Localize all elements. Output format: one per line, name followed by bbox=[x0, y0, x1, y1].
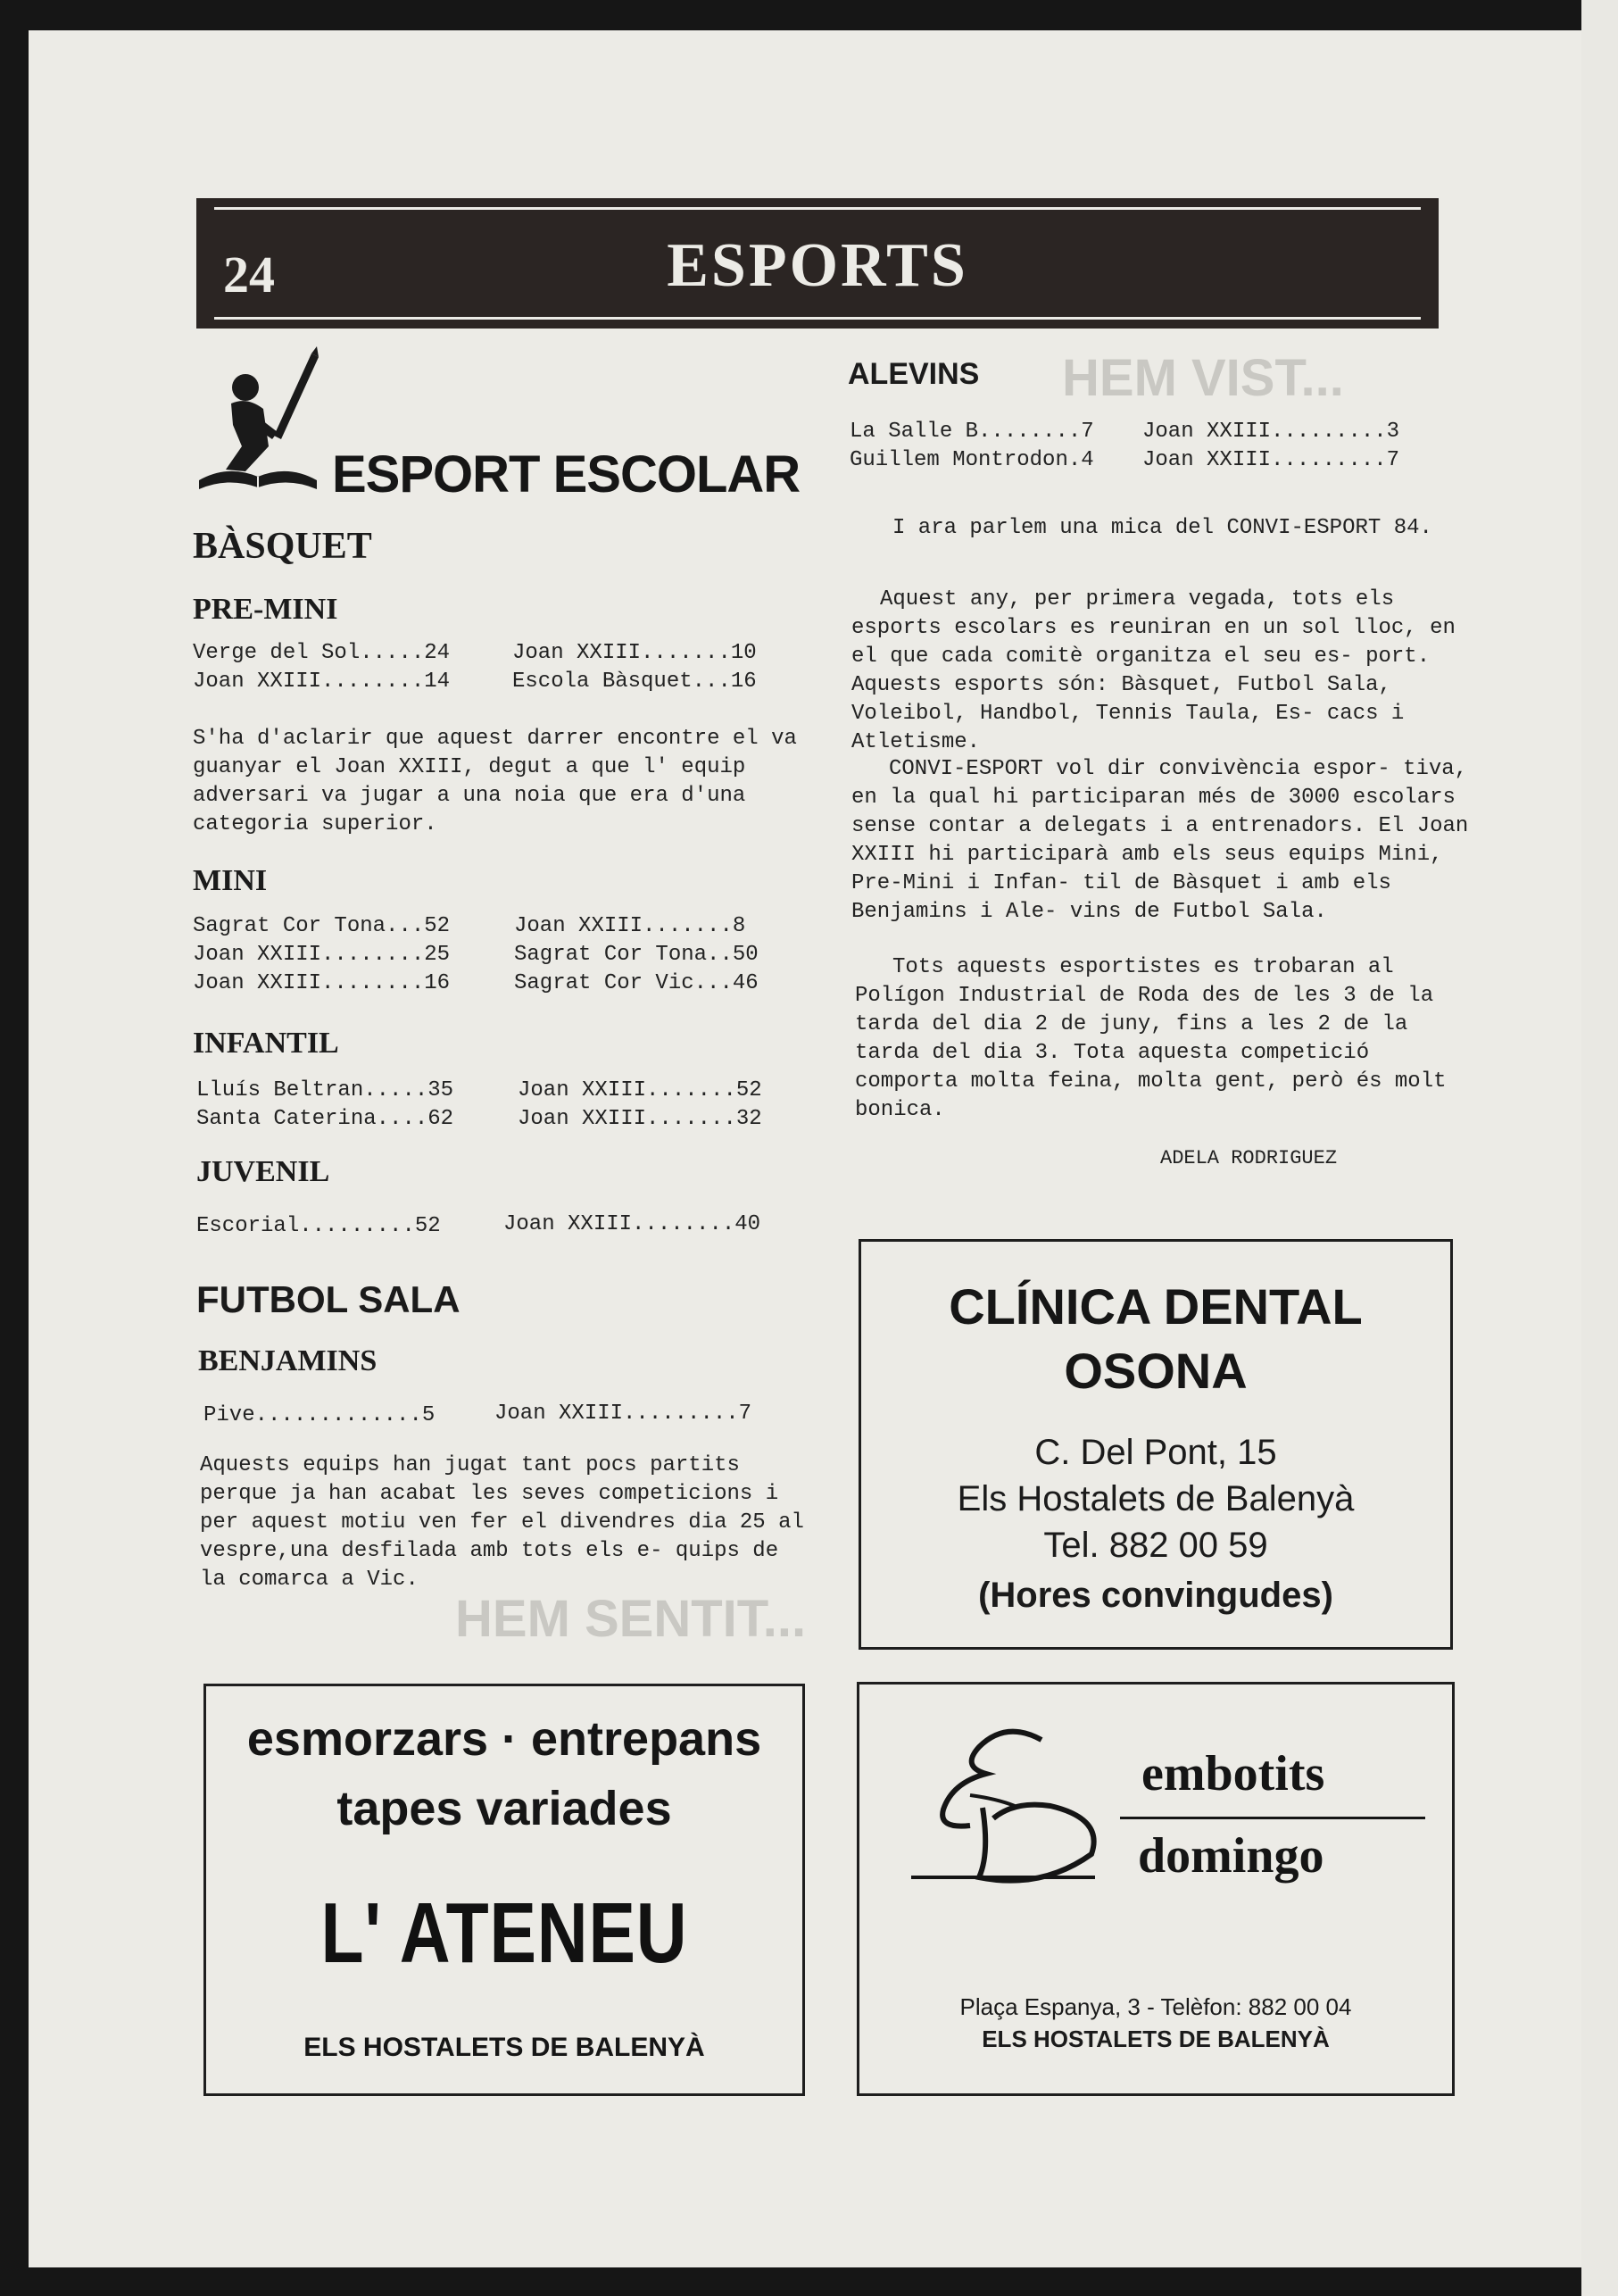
juvenil-heading: JUVENIL bbox=[196, 1155, 330, 1188]
premini-score-home-1: Verge del Sol.....24 bbox=[193, 641, 451, 665]
alevins-score-home-2: Guillem Montrodon.4 bbox=[850, 448, 1094, 472]
embotits-word1: embotits bbox=[1141, 1746, 1325, 1801]
alevins-heading: ALEVINS bbox=[848, 357, 980, 391]
embotits-domingo-ad bbox=[857, 1682, 1455, 2096]
section-title: ESPORTS bbox=[667, 231, 968, 300]
clinica-town: Els Hostalets de Balenyà bbox=[957, 1479, 1355, 1518]
ateneu-line2: tapes variades bbox=[336, 1782, 672, 1835]
benjamins-heading: BENJAMINS bbox=[198, 1344, 378, 1377]
alevins-score-away-2: Joan XXIII.........7 bbox=[1142, 448, 1400, 472]
premini-score-away-1: Joan XXIII.......10 bbox=[512, 641, 757, 665]
ateneu-town: ELS HOSTALETS DE BALENYÀ bbox=[303, 2033, 705, 2062]
embotits-divider bbox=[1120, 1817, 1425, 1819]
embotits-address: Plaça Espanya, 3 - Telèfon: 882 00 04 bbox=[959, 1993, 1352, 2020]
infantil-score-away-1: Joan XXIII.......52 bbox=[518, 1078, 762, 1102]
alevins-score-away-1: Joan XXIII.........3 bbox=[1142, 420, 1400, 444]
mini-score-home-2: Joan XXIII........25 bbox=[193, 943, 451, 967]
mini-score-home-3: Joan XXIII........16 bbox=[193, 971, 451, 995]
benjamins-score-away: Joan XXIII.........7 bbox=[494, 1402, 752, 1426]
convi-paragraph-1: Aquest any, per primera vegada, tots els esports escolars es reuniran en un sol lloc, en el que cada comitè organitza el seu es- port. Aquests esports són: Bàsquet, Futbol Sala, Voleibol, Handbol, Tennis Taula, Es- cacs i Atletisme. bbox=[851, 587, 1456, 754]
convi-paragraph-2: CONVI-ESPORT vol dir convivència espor- tiva, en la qual hi participaran més de 3000 escolars sense contar a delegats i a entrenadors. El Joan XXIII hi participarà amb els seus equips Mini, Pre-Mini i Infan- til de Bàsquet i amb els Benjamins i Ale- vins de Futbol Sala. bbox=[851, 757, 1469, 924]
infantil-score-home-2: Santa Caterina....62 bbox=[196, 1107, 454, 1131]
juvenil-score-home: Escorial.........52 bbox=[196, 1214, 441, 1238]
mini-score-away-3: Sagrat Cor Vic...46 bbox=[514, 971, 759, 995]
infantil-score-away-2: Joan XXIII.......32 bbox=[518, 1107, 762, 1131]
page-number: 24 bbox=[223, 245, 275, 304]
convi-intro-paragraph: I ara parlem una mica del CONVI-ESPORT 84. bbox=[892, 516, 1432, 540]
clinica-name-line1: CLÍNICA DENTAL bbox=[949, 1278, 1363, 1335]
juvenil-score-away: Joan XXIII........40 bbox=[503, 1212, 761, 1236]
section-banner bbox=[196, 198, 1439, 329]
mini-score-home-1: Sagrat Cor Tona...52 bbox=[193, 914, 451, 938]
ateneu-ad bbox=[203, 1684, 805, 2096]
article-author: ADELA RODRIGUEZ bbox=[1160, 1147, 1338, 1169]
premini-note: S'ha d'aclarir que aquest darrer encontre el va guanyar el Joan XXIII, degut a que l' equip adversari va jugar a una noia que era d'una categoria superior. bbox=[193, 727, 797, 836]
mini-score-away-1: Joan XXIII.......8 bbox=[514, 914, 746, 938]
bleed-through-heading-1: HEM VIST... bbox=[1062, 349, 1344, 407]
benjamins-note: Aquests equips han jugat tant pocs partits perque ja han acabat les seves competicions i per aquest motiu ven fer el divendres dia 25 al vespre,una desfilada amb tots els e- quips de la comarca a Vic. bbox=[200, 1453, 804, 1592]
clinica-dental-ad bbox=[859, 1239, 1453, 1650]
infantil-heading: INFANTIL bbox=[193, 1027, 339, 1060]
basquet-heading: BÀSQUET bbox=[193, 526, 372, 567]
clinica-phone: Tel. 882 00 59 bbox=[1043, 1526, 1268, 1565]
futbol-sala-heading: FUTBOL SALA bbox=[196, 1278, 461, 1320]
banner-top-rule bbox=[214, 207, 1421, 210]
page-edge bbox=[1581, 0, 1618, 2296]
clinica-address: C. Del Pont, 15 bbox=[1034, 1433, 1277, 1472]
benjamins-score-home: Pive.............5 bbox=[203, 1403, 436, 1427]
embotits-town: ELS HOSTALETS DE BALENYÀ bbox=[982, 2026, 1330, 2052]
ed-monogram-logo bbox=[908, 1720, 1104, 1899]
embotits-word2: domingo bbox=[1138, 1828, 1324, 1884]
student-writing-icon bbox=[192, 346, 326, 498]
premini-heading: PRE-MINI bbox=[193, 593, 338, 626]
clinica-name-line2: OSONA bbox=[1064, 1343, 1248, 1399]
article-title: ESPORT ESCOLAR bbox=[332, 445, 801, 503]
alevins-score-home-1: La Salle B........7 bbox=[850, 420, 1094, 444]
premini-score-away-2: Escola Bàsquet...16 bbox=[512, 670, 757, 694]
premini-score-home-2: Joan XXIII........14 bbox=[193, 670, 451, 694]
bleed-through-heading-2: HEM SENTIT... bbox=[455, 1590, 807, 1648]
convi-paragraph-3: Tots aquests esportistes es trobaran al Polígon Industrial de Roda des de les 3 de la tarda del dia 2 de juny, fins a les 2 de la tarda del dia 3. Tota aquesta competició comporta molta feina, molta gent, però és molt bonica. bbox=[855, 955, 1447, 1122]
mini-score-away-2: Sagrat Cor Tona..50 bbox=[514, 943, 759, 967]
infantil-score-home-1: Lluís Beltran.....35 bbox=[196, 1078, 454, 1102]
mini-heading: MINI bbox=[193, 864, 268, 897]
ateneu-name: L' ATENEU bbox=[320, 1885, 688, 1981]
ateneu-line1: esmorzars · entrepans bbox=[246, 1712, 762, 1766]
banner-bottom-rule bbox=[214, 317, 1421, 320]
clinica-hours: (Hores convingudes) bbox=[978, 1576, 1333, 1615]
